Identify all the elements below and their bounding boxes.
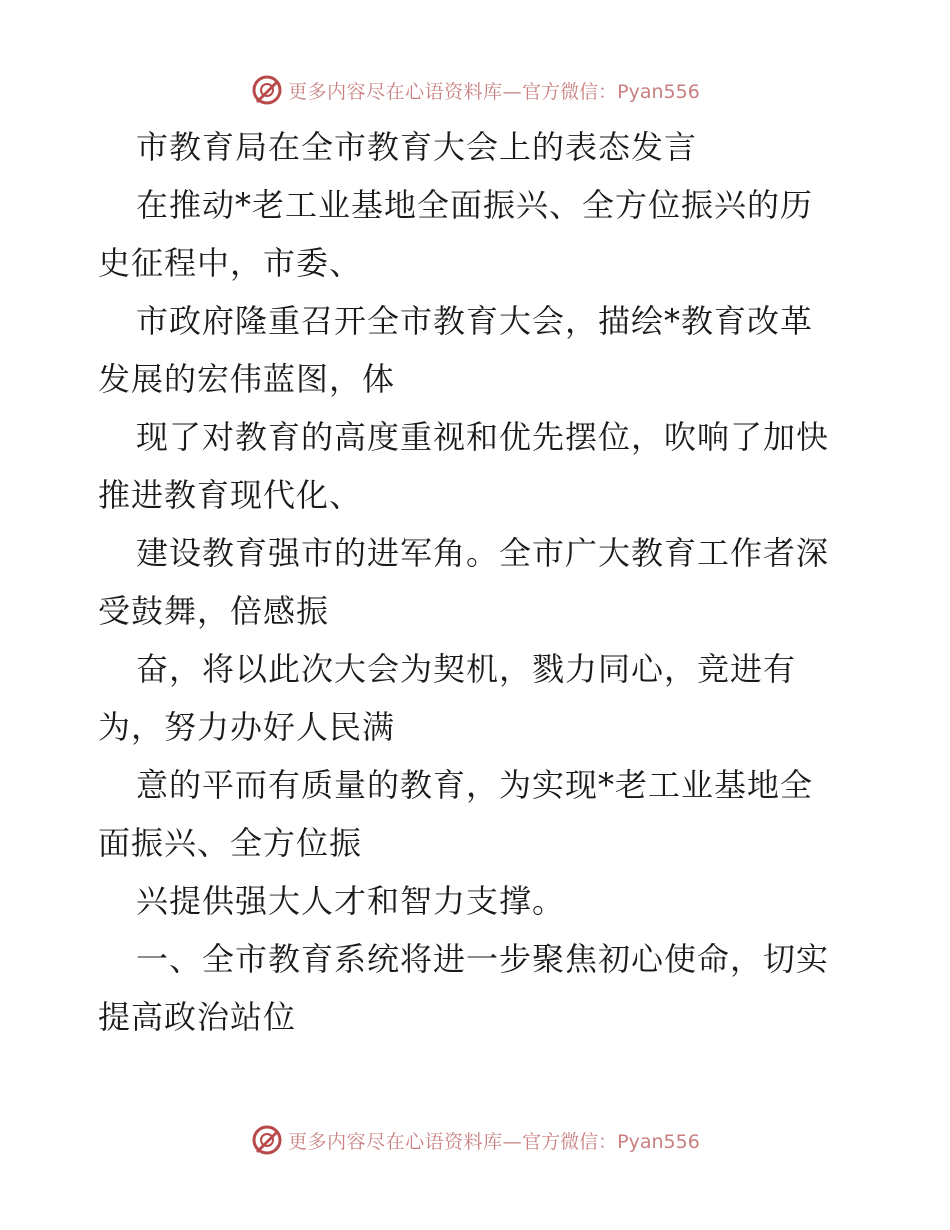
text-line: 现了对教育的高度重视和优先摆位，吹响了加快 (136, 418, 830, 456)
watermark-text: 更多内容尽在心语资料库— (288, 1130, 523, 1153)
text-line: 为，努力办好人民满 (98, 708, 396, 746)
text-line: 意的平而有质量的教育，为实现*老工业基地全 (136, 766, 814, 804)
watermark-contact: 官方微信：Pyan556 (522, 80, 700, 103)
document-body (98, 118, 858, 1046)
document-title: 市教育局在全市教育大会上的表态发言 (136, 128, 698, 166)
text-line: 兴提供强大人才和智力支撑。 (136, 882, 566, 920)
text-line: 市政府隆重召开全市教育大会，描绘*教育改革 (136, 302, 814, 340)
text-line: 发展的宏伟蓝图，体 (98, 360, 396, 398)
text-line: 提高政治站位 (98, 998, 297, 1036)
logo-icon (250, 1123, 284, 1157)
header-watermark (0, 70, 950, 110)
text-line: 受鼓舞，倍感振 (98, 592, 330, 630)
text-line: 史征程中，市委、 (98, 244, 363, 282)
text-line: 建设教育强市的进军角。全市广大教育工作者深 (136, 534, 830, 572)
logo-icon (250, 73, 284, 107)
footer-watermark (0, 1120, 950, 1160)
watermark-contact: 官方微信：Pyan556 (522, 1130, 700, 1153)
section-heading: 一、全市教育系统将进一步聚焦初心使命，切实 (136, 940, 830, 978)
text-line: 奋，将以此次大会为契机，戮力同心，竞进有 (136, 650, 797, 688)
text-line: 推进教育现代化、 (98, 476, 363, 514)
watermark-text: 更多内容尽在心语资料库— (288, 80, 523, 103)
text-line: 面振兴、全方位振 (98, 824, 363, 862)
text-line: 在推动*老工业基地全面振兴、全方位振兴的历 (136, 186, 814, 224)
